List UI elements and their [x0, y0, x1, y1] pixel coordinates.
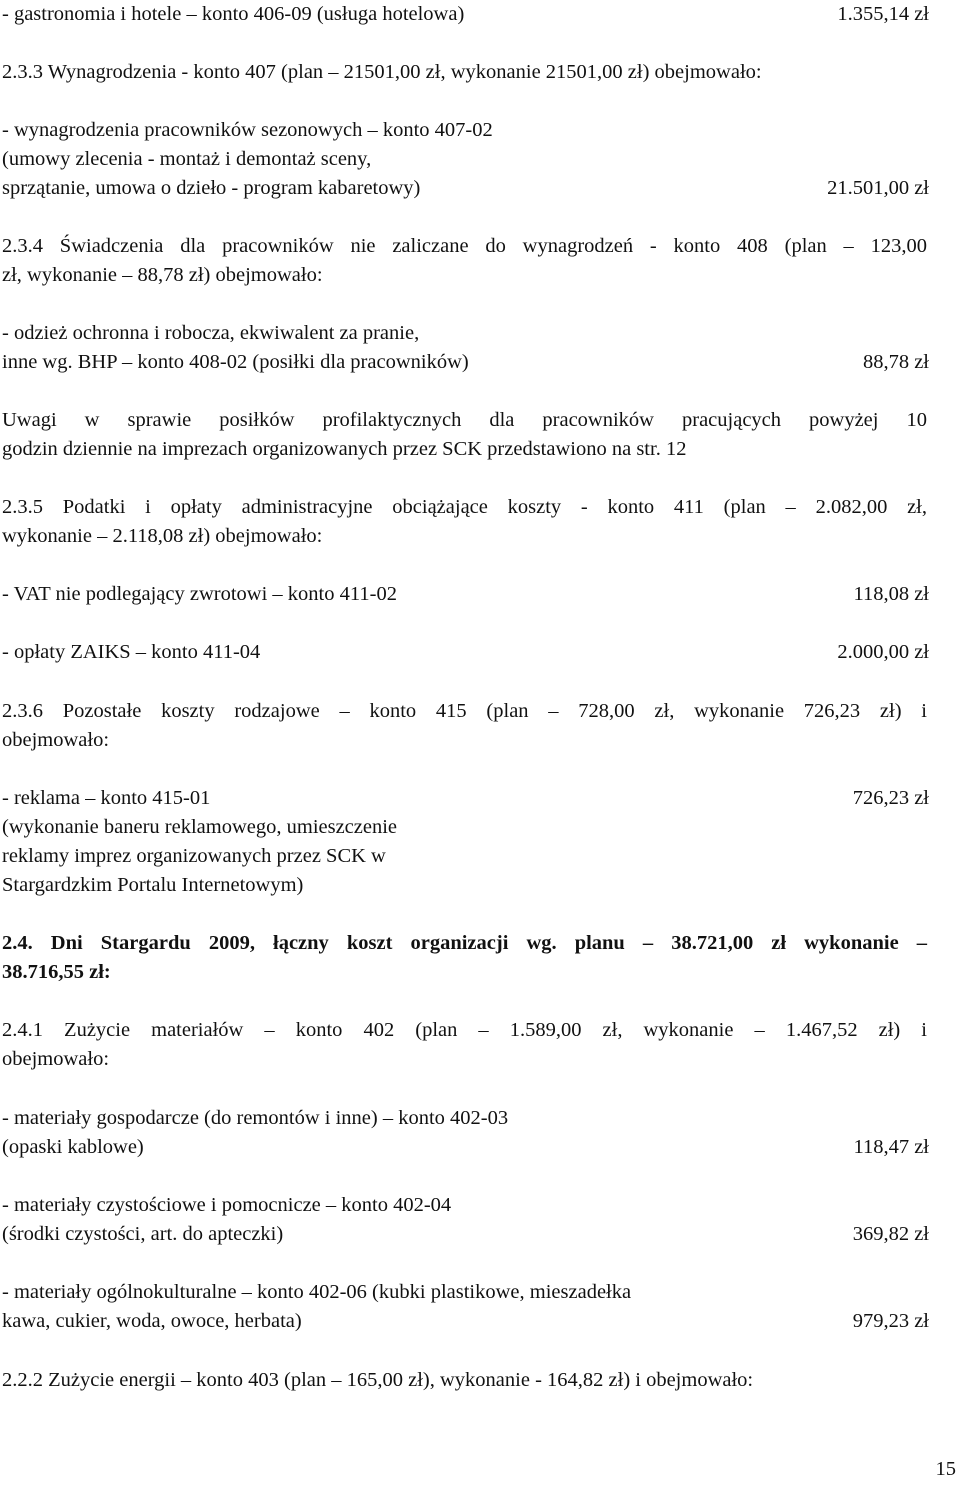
line-zaiks: - opłaty ZAIKS – konto 411-04	[2, 641, 261, 663]
heading-2-3-6-line-1: 2.3.6 Pozostałe koszty rodzajowe – konto 415 (plan – 728,00 zł, wykonanie 726,23 zł) i	[2, 700, 927, 722]
amount-gospodarcze: 118,47 zł	[853, 1136, 929, 1158]
page-number: 15	[935, 1458, 956, 1480]
line-wynagrodzenia-2: (umowy zlecenia - montaż i demontaż sceny,	[2, 148, 372, 170]
line-vat: - VAT nie podlegający zwrotowi – konto 411-02	[2, 583, 397, 605]
note-uwagi-line-2: godzin dziennie na imprezach organizowanych przez SCK przedstawiono na str. 12	[2, 438, 687, 460]
line-reklama-4: Stargardzkim Portalu Internetowym)	[2, 874, 304, 896]
line-gospodarcze-1: - materiały gospodarcze (do remontów i inne) – konto 402-03	[2, 1107, 509, 1129]
amount-czystosciowe: 369,82 zł	[852, 1223, 929, 1245]
amount-odziez: 88,78 zł	[862, 351, 929, 373]
heading-2-4-1-line-1: 2.4.1 Zużycie materiałów – konto 402 (plan – 1.589,00 zł, wykonanie – 1.467,52 zł) i	[2, 1019, 927, 1041]
line-wynagrodzenia-3: sprzątanie, umowa o dzieło - program kabaretowy)	[2, 177, 421, 199]
heading-2-3-3: 2.3.3 Wynagrodzenia - konto 407 (plan – 21501,00 zł, wykonanie 21501,00 zł) obejmowało:	[2, 61, 762, 83]
line-reklama-2: (wykonanie baneru reklamowego, umieszczenie	[2, 816, 398, 838]
line-czystosciowe-1: - materiały czystościowe i pomocnicze – konto 402-04	[2, 1194, 452, 1216]
line-ogolnokulturalne-2: kawa, cukier, woda, owoce, herbata)	[2, 1310, 302, 1332]
heading-2-3-4-line-1: 2.3.4 Świadczenia dla pracowników nie zaliczane do wynagrodzeń - konto 408 (plan – 123,00	[2, 235, 927, 257]
line-gospodarcze-2: (opaski kablowe)	[2, 1136, 144, 1158]
line-ogolnokulturalne-1: - materiały ogólnokulturalne – konto 402-06 (kubki plastikowe, mieszadełka	[2, 1281, 632, 1303]
amount-wynagrodzenia: 21.501,00 zł	[827, 177, 929, 199]
amount-vat: 118,08 zł	[853, 583, 929, 605]
line-gastronomia: - gastronomia i hotele – konto 406-09 (usługa hotelowa)	[2, 3, 465, 25]
heading-2-3-5-line-1: 2.3.5 Podatki i opłaty administracyjne obciążające koszty - konto 411 (plan – 2.082,00 zł,	[2, 496, 927, 518]
line-czystosciowe-2: (środki czystości, art. do apteczki)	[2, 1223, 284, 1245]
amount-ogolnokulturalne: 979,23 zł	[852, 1310, 929, 1332]
heading-2-3-6-line-2: obejmowało:	[2, 729, 110, 751]
heading-2-4-1-line-2: obejmowało:	[2, 1048, 110, 1070]
heading-2-3-4-line-2: zł, wykonanie – 88,78 zł) obejmowało:	[2, 264, 323, 286]
line-odziez-2: inne wg. BHP – konto 408-02 (posiłki dla pracowników)	[2, 351, 469, 373]
amount-reklama: 726,23 zł	[852, 787, 929, 809]
line-odziez-1: - odzież ochronna i robocza, ekwiwalent za pranie,	[2, 322, 420, 344]
heading-2-2-2: 2.2.2 Zużycie energii – konto 403 (plan – 165,00 zł), wykonanie - 164,82 zł) i obejmowało:	[2, 1369, 754, 1391]
note-uwagi-line-1: Uwagi w sprawie posiłków profilaktycznych dla pracowników pracujących powyżej 10	[2, 409, 927, 431]
line-reklama-3: reklamy imprez organizowanych przez SCK w	[2, 845, 386, 867]
heading-2-4-line-2: 38.716,55 zł:	[2, 961, 111, 983]
heading-2-4-line-1: 2.4. Dni Stargardu 2009, łączny koszt organizacji wg. planu – 38.721,00 zł wykonanie –	[2, 932, 927, 954]
heading-2-3-5-line-2: wykonanie – 2.118,08 zł) obejmowało:	[2, 525, 323, 547]
line-wynagrodzenia-1: - wynagrodzenia pracowników sezonowych – konto 407-02	[2, 119, 493, 141]
line-reklama-1: - reklama – konto 415-01	[2, 787, 211, 809]
amount-zaiks: 2.000,00 zł	[837, 641, 929, 663]
amount-gastronomia: 1.355,14 zł	[837, 3, 929, 25]
